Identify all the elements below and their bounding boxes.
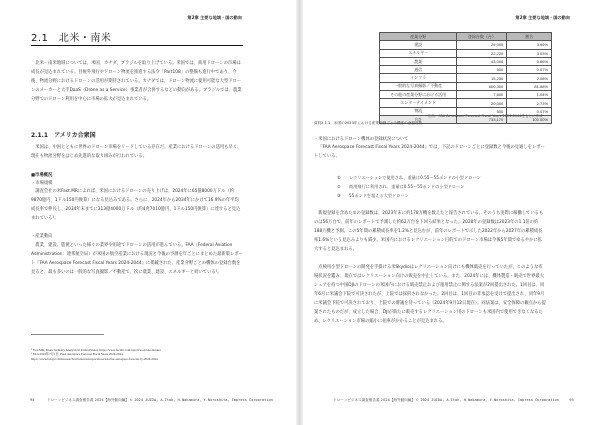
count-cell: 500: [457, 107, 507, 115]
footer-copyright: © 2024 JUIDA, A.Itoh, H.Nakamura, Y.Noroshita, Impress Corporation: [130, 398, 273, 402]
industry-cell: エネルギー: [380, 49, 457, 57]
footer-copyright: © 2024 JUIDA, A.Itoh, H.Nakamura, Y.Noroshita, Impress Corporation: [416, 398, 559, 402]
list-item: ② 商用飛行に利用され、重量は0.55～55ポンドの小型ドローン: [337, 184, 465, 189]
count-cell: 22,220: [457, 49, 507, 57]
table-row: [380, 99, 552, 107]
subsection-intro: 米国は、中国とともに世界のドローン市場をリードしている存在だ。産業におけるドローンの活用も早く、現在も物流分野をはじめ先進的な取り組みが行われている。: [31, 145, 242, 159]
page-number: 94: [30, 398, 35, 402]
industry-label: ・産業動向: [31, 234, 53, 239]
running-head: 第2章 主要な地域・国の動向: [515, 15, 570, 20]
table-header-row: [380, 33, 552, 41]
industry-cell: エンターテイメント: [380, 99, 457, 107]
count-cell: 733,170: [457, 115, 507, 123]
industry-cell: インフラ: [380, 74, 457, 82]
industry-cell: 合計: [380, 115, 457, 123]
table-row: [380, 74, 552, 82]
count-cell: 29,000: [457, 41, 507, 49]
column-header: 産業分野: [380, 33, 457, 41]
registration-label: ・米国におけるドローン機体の登録状況について: [314, 137, 409, 142]
footnote: ¹ Fact.MR, Drone Industry Analysis in United States, https://www.factmr.com/report/us-drone-market: [31, 348, 161, 352]
industry-cell: 物流: [380, 107, 457, 115]
share-cell: 100.00%: [507, 115, 552, 123]
running-head: 第2章 主要な地域・国の動向: [187, 15, 242, 20]
page-footer: [30, 398, 273, 403]
share-cell: 0.07%: [507, 66, 552, 74]
book-spine: [296, 0, 303, 425]
subsection-title: 2.1.1 アメリカ合衆国: [31, 132, 96, 139]
industry-paragraph: 農業、建設、監視といった様々の業界や用途でドローンの活用が進んでいる。FAA（Federal Aviation Administration：連邦航空局）が米国の航空産業における現況と今後の予測を年ごとにまとめた最新版レポート『FAA Aerospace Forecast Fiscal Years 2024-2044』に掲載された、産業分野ごとの機体の登録台数を見ると、最も多いのは一般的な写真撮影／不動産で、次に農業、建設、エネルギーと続いている²。: [31, 243, 243, 275]
footer-title: ドローンビジネス調査報告書 2024【海外動向編】: [333, 398, 415, 402]
industry-cell: 農業: [380, 57, 457, 65]
footnote-rule: [31, 334, 104, 335]
list-item: ① レクリエーションで使用され、重量は0.55～55ポンドの小型ドローン: [337, 175, 481, 180]
count-cell: 500: [457, 66, 507, 74]
industry-cell: 通信: [380, 66, 457, 74]
left-page: [0, 0, 296, 425]
share-cell: 3.96%: [507, 41, 552, 49]
count-cell: 43,000: [457, 57, 507, 65]
footnotes: [31, 348, 161, 361]
table-row: [380, 49, 552, 57]
share-cell: 2.08%: [507, 74, 552, 82]
list-item: ③ 55ポンドを超える大型ドローン: [337, 193, 409, 198]
share-cell: 1.04%: [507, 91, 552, 99]
column-header: 割合: [507, 33, 552, 41]
body-paragraph: 点検用小型ドローンの開発を手掛ける米Skydioはレクリエーション向けにも機体販売を行っていたが、このような市場状況を鑑み、現在ではレクリエーション向けの販売を中止している。また、2024年には、機体製造・販売で世界最大シェアを持つ中国DJIのドローンの米国内における販売禁止および運用禁止に関する法案が2回提出された。1回目は、同年6月に米議会下院で可決されたが、上院では採択されなかった。2回目は、1回目の非承認を受けて提出され、同年9月に米議会下院で可決されており、上院での審議を待っている（2024年9月12日現在）。同法案は、安全保障の観点から提案されたものだが、成立した場合、DJIが新たに販売するレクリエーション用のドローンも米国内で使用できなくなるため、レクリエーション市場の縮小に拍車がかかることが見込まれる。: [314, 265, 546, 324]
count-cell: 600,300: [457, 82, 507, 90]
industry-cell: その他の産業分野における活用: [380, 91, 457, 99]
table-source: 出所：FAA Aerospace Forecast Fiscal Years 2024-2044をもとに作成: [428, 114, 543, 118]
column-header: 登録台数（台）: [457, 33, 507, 41]
right-page: [303, 0, 600, 425]
footer-title: ドローンビジネス調査報告書 2024【海外動向編】: [46, 398, 129, 402]
share-cell: 81.88%: [507, 82, 552, 90]
market-heading: ■市場概況: [31, 173, 53, 178]
table-row: [380, 57, 552, 65]
count-cell: 7,600: [457, 91, 507, 99]
table-row: [380, 91, 552, 99]
table-row: [380, 66, 552, 74]
body-paragraph: 新規登録を含めた①の登録数は、2023年末に約178万機を数えたと報告されている。そのうち実際に稼働しているものは56万台で、前年のレポートで予測した約62万台を下回る結果となった。2028年の登録数は2023年の1.1倍の約188万機と予測。この5年間の累積成長率を1.2%と見込むが、前年のレポートで示した2022年から2027年の累積成長率1.6%という見込みよりも減少。米国内におけるレクリエーション目的でのドローン市場は今後5年間でゆるやかに拡大すると見込まれる。: [314, 211, 544, 252]
share-cell: 5.86%: [507, 57, 552, 65]
page-footer: [333, 398, 574, 403]
count-cell: 20,000: [457, 99, 507, 107]
share-cell: 3.03%: [507, 49, 552, 57]
industry-cell: 一般的な写真撮影／不動産: [380, 82, 457, 90]
intro-paragraph: 北米・南米地域については、米国、カナダ、ブラジルを取り上げている。米国では、商用ドローンの市場は成長が見込まれている。目視外飛行やドローン物流を推進する法令「Part108」の整備も進行中であり、今後、物流分野におけるドローンの活用が期待されている。カナダでは、ドローン物流に使用可能な大型ドローンのメーカーと大手DaaS（Drone as a Service）事業者が合併するなどの動向がある。ブラジルでは、農業分野でのドローン利用を中心に市場の拡大が見込まれている。: [31, 61, 242, 102]
page-number: 95: [569, 398, 574, 402]
footnote-url: https://www.faa.gov/dataresearch/aviation/aerospaceforecasts/faa-aerospace-forecast-fy-2024-2044: [31, 356, 158, 361]
footnote: ² FAA 2024年7月1日, FAA Aerospace Forecast Fiscal Years 2024-2044,: [31, 352, 124, 357]
table-row: [380, 41, 552, 49]
table-caption: 資料2.1.1 米国の2023年における産業分野ごとの機体の登録台数: [314, 121, 423, 125]
registration-table: [379, 32, 552, 124]
market-size-paragraph: 調査会社の米Fact.MRによれば、米国におけるドローンの売り上げは、2024年に65億8000万ドル（約9870億円、1ドル150円換算）になる見込みである。さらに、2024年から2034年にかけて16.9%の年平均成長率で伸長し、2034年末までに313億4000万ドル（約4兆7010億円、1ドル150円換算）に達すると見込まれている¹。: [31, 189, 241, 221]
table-row: [380, 82, 552, 90]
market-size-label: ・市場規模: [31, 181, 53, 186]
section-title: 2.1 北米・南米: [31, 29, 243, 46]
share-cell: 0.07%: [507, 107, 552, 115]
share-cell: 2.73%: [507, 99, 552, 107]
registration-paragraph: 『FAA Aerospace Forecast Fiscal Years 2024-2044』では、下記のドローンごとに登録数と今後の見通しをレポートしている。: [314, 145, 545, 159]
count-cell: 15,250: [457, 74, 507, 82]
industry-cell: 建設: [380, 41, 457, 49]
